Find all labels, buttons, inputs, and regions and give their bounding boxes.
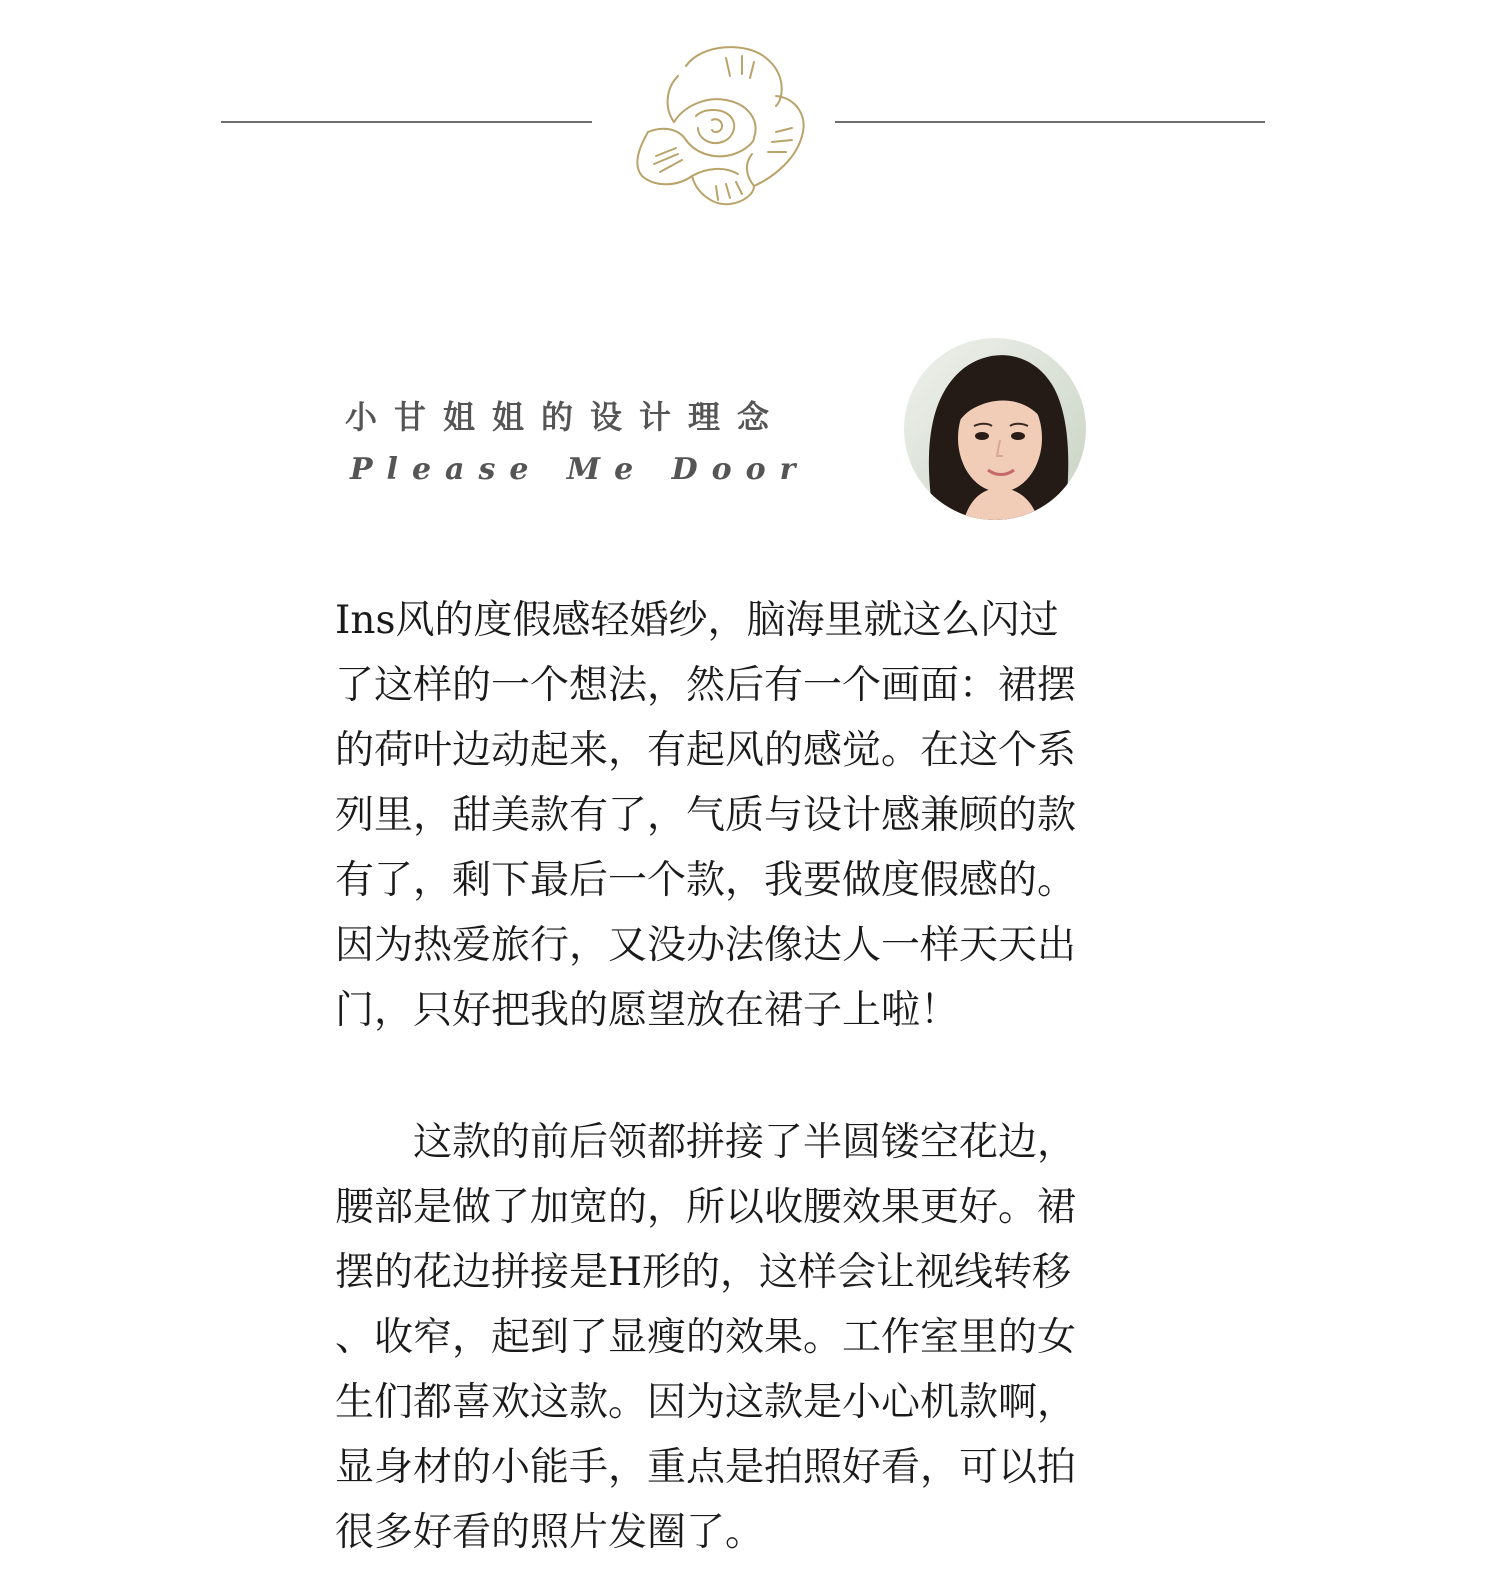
design-concept-subheading: Please Me Door — [350, 452, 810, 487]
design-concept-heading: 小甘姐姐的设计理念 — [345, 398, 787, 436]
dress-details-paragraph: 这款的前后领都拼接了半圆镂空花边， 腰部是做了加宽的，所以收腰效果更好。裙 摆的花边拼接是H形的，这样会让视线转移 、收窄，起到了显瘦的效果。工作室里的女 生们都喜欢这款。因为这款是小心机款啊， 显身材的小能手，重点是拍照好看，可以拍 很多好看的照片发圈了。 — [335, 1120, 1077, 1555]
peony-ornament-icon — [626, 36, 812, 214]
design-story-paragraph: Ins风的度假感轻婚纱，脑海里就这么闪过 了这样的一个想法，然后有一个画面：裙摆 的荷叶边动起来，有起风的感觉。在这个系 列里，甜美款有了，气质与设计感兼顾的款 有了，剩下最后一个款，我要做度假感的。 因为热爱旅行，又没办法像达人一样天天出 门，只好把我的愿望放在裙子上啦！ — [335, 598, 1077, 1033]
designer-avatar — [904, 338, 1086, 520]
header-rule-right — [835, 121, 1265, 123]
avatar-portrait-icon — [904, 338, 1086, 520]
header-rule-left — [221, 121, 592, 123]
